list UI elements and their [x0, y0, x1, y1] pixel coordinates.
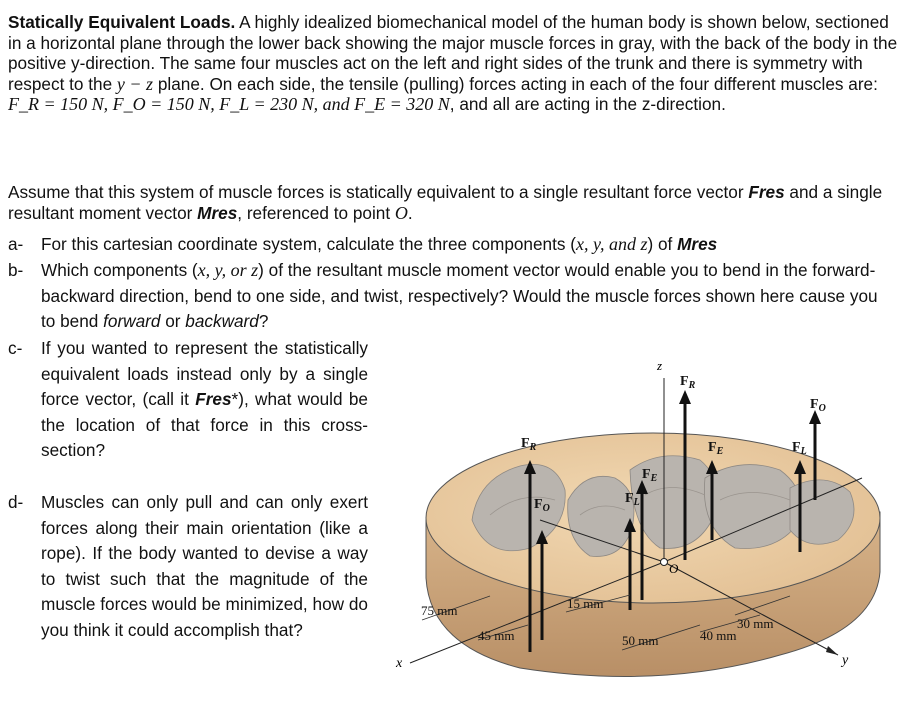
plane-expression: y − z	[116, 73, 154, 94]
intro-text-1: A highly idealized biomechanical model of the human body is shown below, sectioned in a horizontal plane through the lower back showing the major muscle forces in gray, with the back of the body in the positive y-direction. The same four muscles act on the left and right sides of the trunk and there is symmetry with respect to the	[8, 12, 898, 94]
question-b-text-3: or	[160, 311, 186, 332]
origin-label: O	[669, 561, 679, 576]
label-fr-left	[521, 436, 537, 453]
dim-40mm: 40 mm	[700, 628, 737, 643]
question-c-text-2: *), what would be the location of that force in this cross-section?	[41, 389, 368, 461]
question-a-vars: x, y, and z	[575, 234, 648, 254]
question-b-text-4: ?	[258, 311, 269, 332]
label-subscript: R	[688, 380, 696, 391]
label-fo-right	[810, 397, 826, 414]
label-subscript: L	[800, 446, 807, 457]
question-a-text-2: ) of	[647, 234, 678, 254]
y-axis-label: y	[842, 653, 849, 668]
label-letter: F	[625, 491, 634, 506]
label-letter: F	[708, 440, 717, 455]
question-b-vars: x, y, or z	[197, 260, 259, 280]
assumption-statement	[8, 182, 898, 223]
arrowhead	[679, 390, 691, 404]
question-b-text-1: Which components (	[41, 260, 198, 280]
question-b-text-2: ) of the resultant muscle moment vector would enable you to bend in the forward-backward direction, bend to one side, and twist, respectively? Would the muscle forces shown here cause you to bend	[41, 260, 878, 332]
label-letter: F	[534, 497, 543, 512]
label-letter: F	[642, 467, 651, 482]
question-label: d-	[8, 492, 24, 512]
assume-text-1: Assume that this system of muscle forces is statically equivalent to a single resultant force vector	[8, 182, 749, 202]
question-a-text-1: For this cartesian coordinate system, calculate the three components (	[41, 234, 576, 254]
label-subscript: R	[529, 442, 537, 453]
question-label: a-	[8, 234, 24, 254]
x-axis-label: x	[396, 656, 403, 671]
label-fr-right	[680, 374, 696, 391]
label-letter: F	[521, 436, 530, 451]
fres-term: Fres	[748, 182, 785, 202]
dim-15mm: 15 mm	[567, 596, 604, 611]
question-c-fres: Fres	[195, 389, 232, 410]
intro-text-3: , and all are acting in the z-direction.	[449, 94, 726, 115]
dim-75mm: 75 mm	[421, 603, 458, 618]
question-b-backward: backward	[185, 311, 259, 332]
muscle-left-inner	[568, 476, 634, 556]
question-text: Muscles can only pull and can only exert forces along their main orientation (like a rope). If the body wanted to devise a way to twist such that the magnitude of the muscle forces would be minimized, how do you think it could accomplish that?	[41, 492, 368, 640]
question-text	[41, 258, 896, 335]
assume-text-4: .	[407, 202, 413, 223]
muscle-force-figure	[384, 340, 912, 702]
label-letter: F	[810, 397, 819, 412]
label-letter: F	[680, 374, 689, 389]
question-label: b-	[8, 260, 24, 280]
y-axis-arrowhead	[826, 646, 838, 655]
label-subscript: L	[633, 497, 640, 508]
assume-text-3: , referenced to point	[237, 202, 395, 223]
dim-45mm: 45 mm	[478, 628, 515, 643]
question-label: c-	[8, 338, 23, 358]
question-a-mres: Mres	[677, 234, 718, 254]
mres-term: Mres	[197, 202, 238, 223]
problem-statement	[8, 12, 898, 115]
label-subscript: O	[818, 403, 826, 414]
question-text	[41, 232, 717, 258]
question-c-text-1: If you wanted to represent the statistically equivalent loads instead only by a single force vector, (call it	[41, 338, 368, 410]
label-subscript: E	[650, 473, 658, 484]
label-letter: F	[792, 440, 801, 455]
label-subscript: E	[716, 446, 724, 457]
assume-text-2: and a single resultant moment vector	[8, 182, 883, 223]
dim-30mm: 30 mm	[737, 616, 774, 631]
z-axis-label: z	[657, 358, 663, 373]
origin-point	[661, 559, 668, 566]
label-subscript: O	[542, 503, 550, 514]
intro-text-2: plane. On each side, the tensile (pulling) forces acting in each of the four different muscles are:	[153, 73, 878, 94]
reference-point: O	[394, 202, 408, 223]
problem-title: Statically Equivalent Loads.	[8, 12, 236, 32]
dim-50mm: 50 mm	[622, 633, 659, 648]
question-text	[41, 336, 368, 464]
label-fl-right	[792, 440, 807, 457]
muscle-force-values: F_R = 150 N, F_O = 150 N, F_L = 230 N, and F_E = 320 N	[8, 94, 450, 115]
question-b-forward: forward	[103, 311, 161, 332]
